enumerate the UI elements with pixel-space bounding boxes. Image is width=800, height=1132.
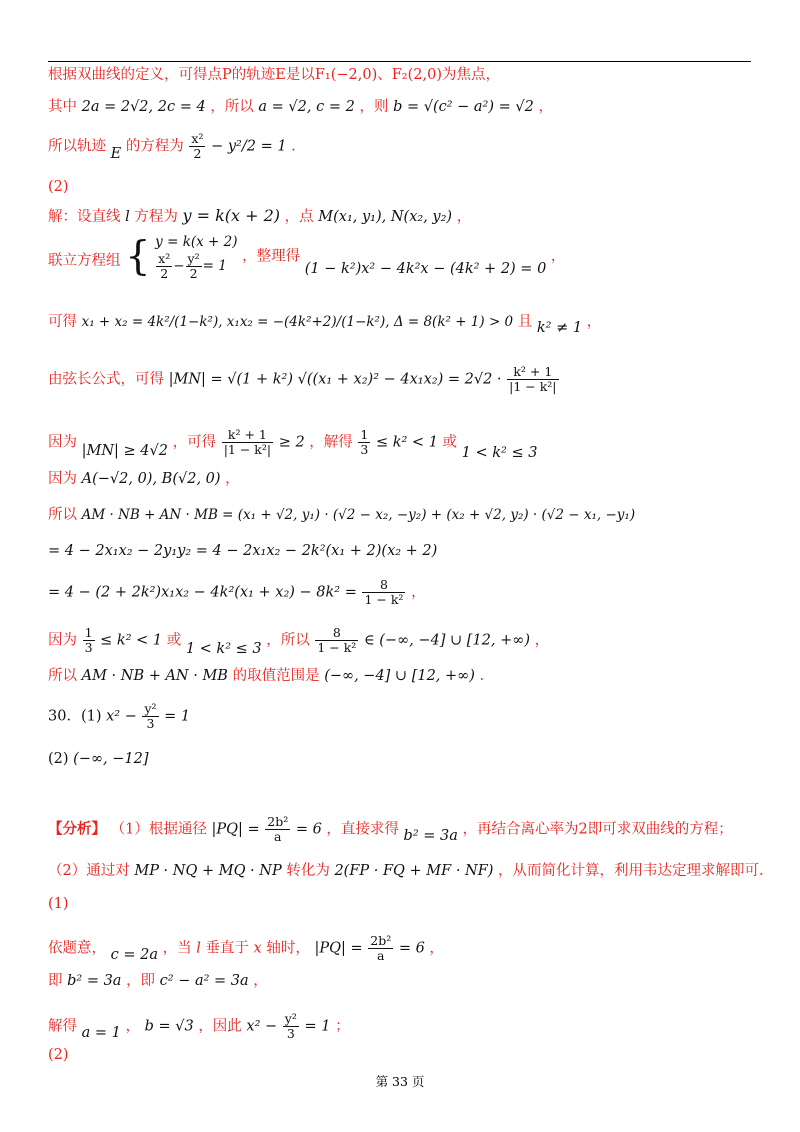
math-expression: 1 < k² ≤ 3	[461, 444, 538, 461]
sentence: 或	[442, 434, 458, 451]
sentence: ，	[253, 973, 268, 989]
sentence: ，可得	[172, 434, 217, 451]
fraction: $\frac{8}{\text{1 − k²}}$	[317, 625, 357, 655]
sentence: ，因此	[198, 1018, 242, 1035]
math-expression: = 6	[295, 821, 322, 838]
section-label: (1)	[48, 896, 69, 912]
sentence: ，即	[126, 973, 156, 989]
text-line	[48, 506, 635, 524]
math-expression: |PQ| =	[314, 940, 363, 957]
sentence: 因为	[48, 471, 77, 487]
sentence: 所以	[48, 668, 77, 684]
math-expression: ∈ (−∞, −4] ∪ [12, +∞)	[363, 632, 530, 649]
sentence: ，则	[359, 99, 389, 115]
sentence: 且	[517, 314, 533, 330]
math-expression: = 4 − 2x₁x₂ − 2y₁y₂ = 4 − 2x₁x₂ − 2k²(x₁ + 2)(x₂ + 2)	[48, 543, 438, 559]
math-expression: = 6	[398, 940, 425, 957]
sentence: ，	[411, 584, 426, 601]
sentence: 轴时，	[266, 940, 310, 957]
sentence: 转化为	[286, 863, 330, 879]
math-expression: l	[125, 209, 130, 225]
sentence: ，	[225, 471, 240, 487]
math-expression: |MN| ≥ 4√2	[81, 442, 168, 459]
analysis-label: 【分析】	[48, 820, 106, 838]
fraction: $\frac{\text{x²}}{2}$	[191, 131, 204, 161]
sentence: ，直接求得	[326, 821, 399, 838]
fraction: $\frac{\text{2b²}}{a}$	[267, 814, 289, 844]
math-expression: c² − a² = 3a	[159, 973, 249, 989]
math-expression: |PQ| =	[211, 821, 260, 838]
text-line	[48, 207, 471, 226]
math-expression: |MN| = √(1 + k²) √((x₁ + x₂)² − 4x₁x₂) = 2√2 ·	[168, 371, 502, 388]
sentence: 因为	[48, 632, 77, 649]
sentence: （2）通过对	[48, 863, 130, 879]
text-line	[48, 862, 764, 880]
sentence: ，从而简化计算，利用韦达定理求解即可.	[498, 863, 764, 879]
fraction: $\frac{\text{2b²}}{a}$	[370, 933, 392, 963]
text-line	[48, 934, 444, 963]
text-line	[48, 427, 538, 461]
text-line	[48, 232, 565, 281]
math-expression: AM · NB + AN · MB = (x₁ + √2, y₁) · (√2 − x₂, −y₂) + (x₂ + √2, y₂) · (√2 − x₁, −y₁)	[81, 507, 636, 523]
math-expression: − y²/2 = 1	[211, 138, 287, 155]
text-line	[48, 365, 560, 394]
text-line	[48, 1012, 350, 1041]
text-line	[48, 1046, 69, 1064]
math-expression: 1 < k² ≤ 3	[185, 640, 262, 657]
header-rule	[48, 61, 751, 62]
section-label: (2)	[48, 179, 69, 195]
sentence: ，点	[284, 209, 314, 225]
sentence: 联立方程组	[48, 252, 121, 269]
answer-label: (2)	[48, 751, 69, 767]
math-expression: ≥ 2	[278, 434, 305, 451]
math-expression: b = √3	[144, 1018, 194, 1035]
sentence: ，再结合离心率为2即可求双曲线的方程；	[462, 821, 733, 838]
fraction: $\frac{\text{y²}}{3}$	[284, 1011, 297, 1041]
sentence: ，	[550, 248, 566, 265]
math-expression: b² = 3a	[403, 827, 458, 844]
answer-label: 30．(1)	[48, 708, 102, 725]
text-line	[48, 132, 296, 161]
sentence: 的方程为	[125, 138, 184, 155]
math-expression: c = 2a	[110, 946, 158, 963]
brace: {	[125, 233, 151, 280]
sentence: 所以轨迹	[48, 138, 106, 155]
sentence: 由弦长公式，可得	[48, 371, 164, 388]
fraction: $\frac{\text{y²}}{3}$	[144, 701, 157, 731]
text-line	[48, 667, 484, 685]
sentence: ，整理得	[242, 248, 301, 265]
math-expression: ≤ k² < 1	[100, 632, 163, 649]
sentence: ，	[586, 314, 602, 330]
sentence: ，所以	[266, 632, 310, 649]
sentence: ，所以	[210, 99, 254, 115]
math-expression: y = k(x + 2)	[182, 206, 281, 225]
sentence: 解得	[48, 1018, 77, 1035]
math-expression: = 4 − (2 + 2k²)x₁x₂ − 4k²(x₁ + x₂) − 8k² =	[48, 584, 357, 601]
sentence: .	[479, 668, 485, 684]
math-expression: MP · NQ + MQ · NP	[134, 863, 282, 879]
text-line	[48, 702, 190, 731]
math-expression: a = 1	[81, 1024, 121, 1041]
math-expression: b² = 3a	[67, 973, 122, 989]
fraction: $\frac{1}{3}$	[84, 625, 93, 655]
sentence: ，	[125, 1018, 140, 1035]
fraction: $\frac{1}{3}$	[360, 427, 369, 457]
math-expression: l	[196, 940, 201, 957]
sentence: 解：设直线	[48, 209, 121, 225]
sentence: 垂直于	[205, 940, 249, 957]
sentence: 即	[48, 973, 63, 989]
sentence: ，解得	[309, 434, 353, 451]
equation-system: y = k(x + 2) $\frac{\text{x²}}{2}$ − $\frac{\text{y²}}{2}$ = 1	[155, 234, 238, 281]
sentence: ，	[538, 99, 553, 115]
sentence: 或	[166, 632, 182, 649]
math-expression: a = √2, c = 2	[258, 99, 355, 115]
math-expression: x² −	[246, 1018, 278, 1035]
text-line	[48, 815, 733, 844]
text-line	[48, 470, 240, 488]
text-line	[48, 313, 602, 336]
sentence: 所以	[48, 507, 77, 523]
sentence: 可得	[48, 314, 77, 330]
text-line	[48, 972, 268, 990]
sentence: （1）根据通径	[110, 821, 207, 838]
math-expression: E	[110, 145, 122, 162]
sentence: ，	[534, 632, 550, 649]
sentence: 方程为	[134, 209, 178, 225]
math-expression: (−∞, −12]	[73, 751, 149, 767]
math-expression: 2(FP · FQ + MF · NF)	[334, 863, 494, 879]
sentence: 根据双曲线的定义，可得点P的轨迹E是以F₁(−2,0)、F₂(2,0)为焦点，	[48, 67, 500, 83]
text-line	[48, 178, 69, 196]
math-expression: = 1	[304, 1018, 331, 1035]
text-line	[48, 895, 69, 913]
math-expression: (1 − k²)x² − 4k²x − (4k² + 2) = 0	[304, 260, 547, 277]
sentence: 的取值范围是	[232, 668, 320, 684]
fraction: $\frac{\text{k² + 1}}{\text{|1 − k²|}}$	[509, 364, 557, 394]
sentence: 因为	[48, 434, 77, 451]
sentence: ；	[335, 1018, 350, 1035]
sentence: ，当	[162, 940, 192, 957]
text-line	[48, 66, 500, 84]
math-expression: x₁ + x₂ = 4k²/(1−k²), x₁x₂ = −(4k²+2)/(1−k²), Δ = 8(k² + 1) > 0	[81, 314, 514, 330]
math-expression: AM · NB + AN · MB	[81, 668, 228, 684]
fraction: $\frac{\text{k² + 1}}{\text{|1 − k²|}}$	[223, 427, 272, 457]
page-number: 第 33 页	[375, 1074, 425, 1089]
sentence: 依题意，	[48, 940, 106, 957]
fraction: $\frac{8}{\text{1 − k²}}$	[364, 577, 404, 607]
math-expression: x	[253, 940, 262, 957]
text-line	[48, 626, 549, 655]
section-label: (2)	[48, 1047, 69, 1063]
math-expression: = 1	[164, 708, 191, 725]
math-expression: (−∞, −4] ∪ [12, +∞)	[324, 668, 475, 684]
sentence: ，	[429, 940, 444, 957]
text-line	[48, 750, 149, 768]
sentence: 其中	[48, 99, 77, 115]
sentence: ，	[456, 209, 472, 225]
math-expression: 2a = 2√2, 2c = 4	[81, 99, 206, 115]
math-expression: ≤ k² < 1	[375, 434, 438, 451]
math-expression: x² −	[106, 708, 137, 725]
math-expression: M(x₁, y₁), N(x₂, y₂)	[318, 209, 453, 225]
sentence: .	[291, 138, 296, 155]
text-line	[48, 578, 426, 607]
text-line	[48, 542, 437, 560]
math-expression: b = √(c² − a²) = √2	[393, 99, 534, 115]
text-line	[48, 98, 553, 116]
math-expression: k² ≠ 1	[536, 320, 583, 336]
math-expression: A(−√2, 0), B(√2, 0)	[81, 471, 221, 487]
